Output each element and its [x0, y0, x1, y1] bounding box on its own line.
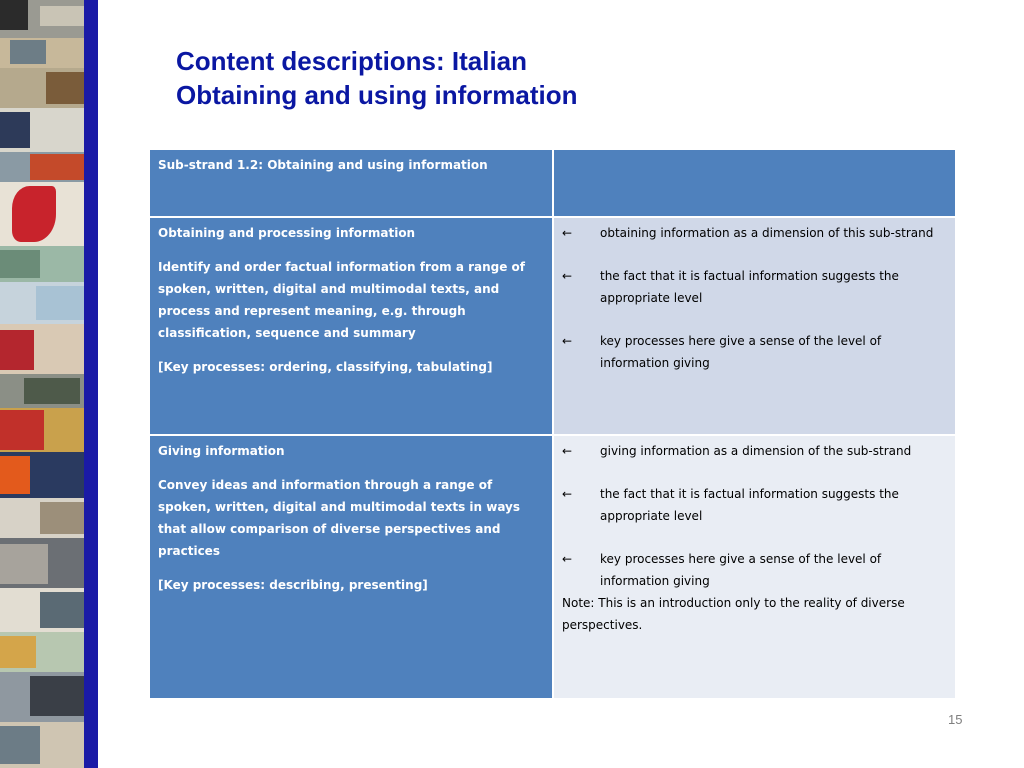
content-description-cell — [149, 435, 553, 699]
list-item: ← giving information as a dimension of the sub-strand — [562, 440, 947, 462]
page-number: 15 — [948, 712, 963, 727]
row-note: Note: This is an introduction only to the reality of diverse perspectives. — [562, 596, 905, 632]
list-item: ← obtaining information as a dimension of this sub-strand — [562, 222, 947, 244]
list-item: ← key processes here give a sense of the level of information giving — [562, 330, 947, 374]
title-line-2: Obtaining and using information — [176, 80, 578, 110]
row-description: Convey ideas and information through a range of spoken, written, digital and multimodal texts in ways that allow comparison of diverse perspectives and practices — [158, 478, 521, 558]
row-description: Identify and order factual information from a range of spoken, written, digital and multimodal texts, and process and represent meaning, e.g. through classification, sequence and summary — [158, 260, 526, 340]
content-description-cell — [149, 217, 553, 435]
slide-title — [176, 44, 578, 112]
table-header-row — [149, 149, 956, 217]
comment-list — [562, 222, 947, 374]
side-accent-bar — [84, 0, 98, 768]
header-cell-substrand: Sub-strand 1.2: Obtaining and using information — [149, 149, 553, 217]
left-arrow-icon: ← — [562, 487, 573, 501]
table-row — [149, 435, 956, 699]
header-cell-empty — [553, 149, 956, 217]
left-arrow-icon: ← — [562, 334, 573, 348]
left-arrow-icon: ← — [562, 269, 573, 283]
comment-list — [562, 440, 947, 592]
decorative-collage — [0, 0, 84, 768]
comment-cell — [553, 217, 956, 435]
comment-cell — [553, 435, 956, 699]
list-item: ← the fact that it is factual information suggests the appropriate level — [562, 265, 947, 309]
list-item: ← the fact that it is factual information suggests the appropriate level — [562, 483, 947, 527]
content-description-table — [148, 148, 957, 700]
table-row — [149, 217, 956, 435]
list-item: ← key processes here give a sense of the level of information giving — [562, 548, 947, 592]
row-key-processes: [Key processes: ordering, classifying, tabulating] — [158, 360, 493, 374]
row-heading: Giving information — [158, 444, 285, 458]
left-arrow-icon: ← — [562, 552, 573, 566]
row-key-processes: [Key processes: describing, presenting] — [158, 578, 428, 592]
title-line-1: Content descriptions: Italian — [176, 46, 528, 76]
row-heading: Obtaining and processing information — [158, 226, 416, 240]
left-arrow-icon: ← — [562, 226, 573, 240]
left-arrow-icon: ← — [562, 444, 573, 458]
